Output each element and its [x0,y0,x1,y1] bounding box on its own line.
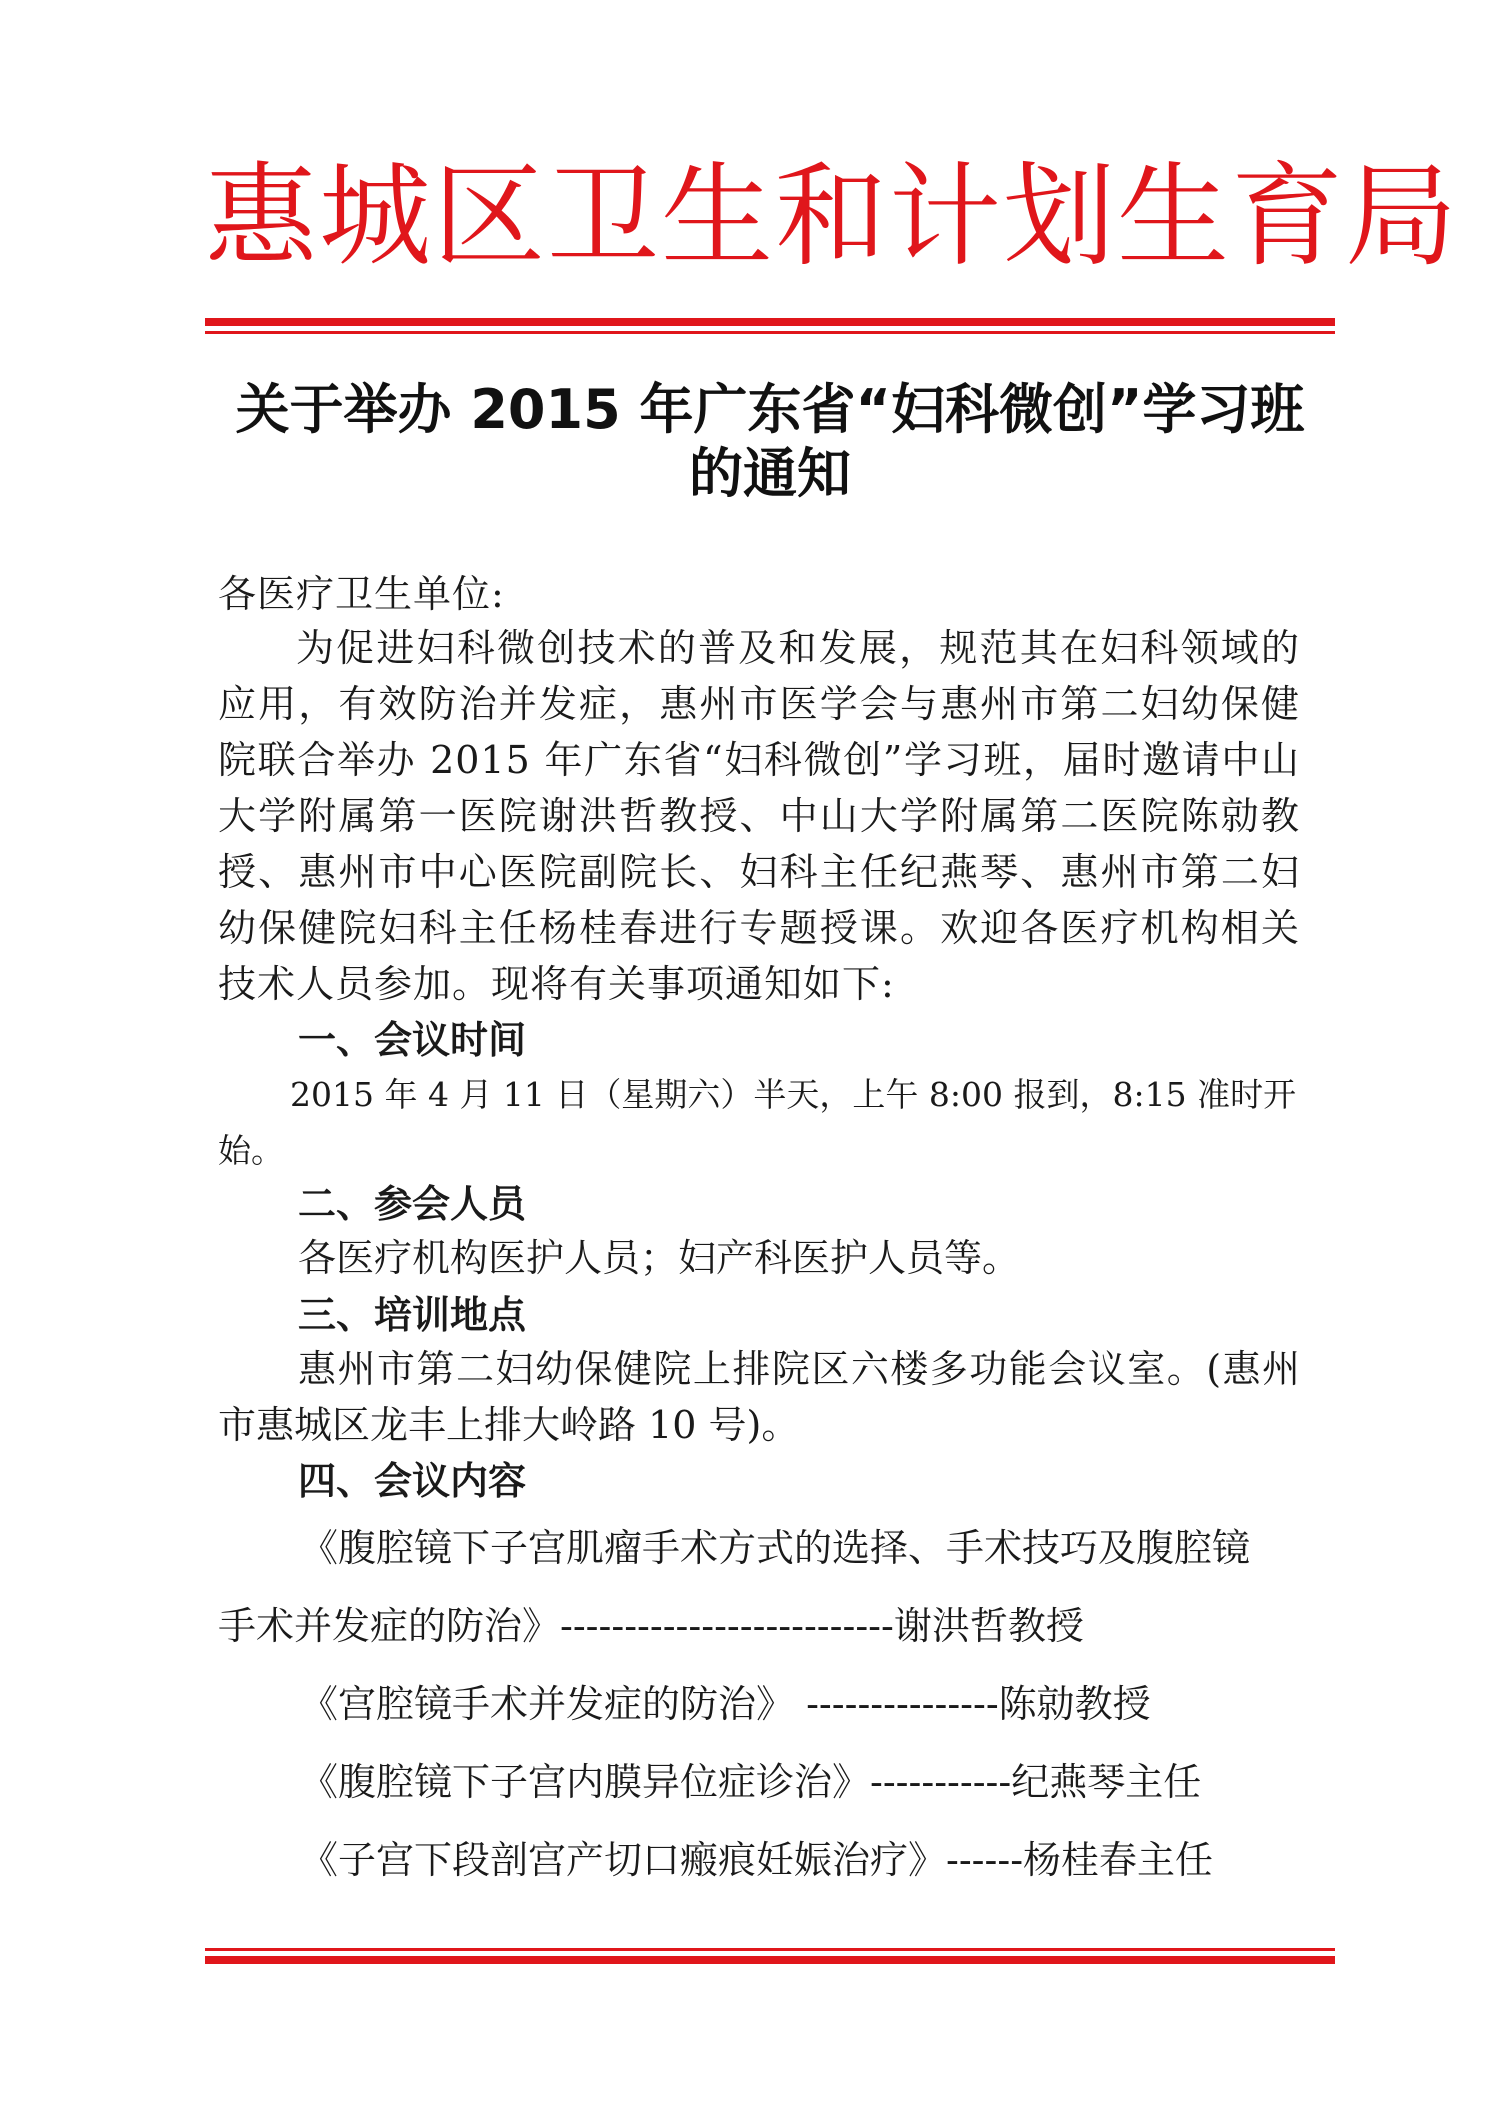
notice-title-line2: 的通知 [689,442,851,505]
attendees-heading: 二、参会人员 [298,1182,527,1226]
agenda-item-4: 《子宫下段剖宫产切口瘢痕妊娠治疗》------杨桂春主任 [300,1838,1214,1882]
notice-title [210,378,1330,506]
agenda-item-3: 《腹腔镜下子宫内膜异位症诊治》-----------纪燕琴主任 [300,1760,1202,1804]
agenda-item-1-line2: 手术并发症的防治》--------------------------谢洪哲教授 [218,1604,1084,1648]
time-heading: 一、会议时间 [298,1018,527,1062]
salutation: 各医疗卫生单位: [218,572,505,616]
agenda-item-2: 《宫腔镜手术并发症的防治》 ---------------陈勍教授 [300,1682,1151,1726]
footer-divider [205,1948,1335,1964]
attendees-text: 各医疗机构医护人员；妇产科医护人员等。 [298,1236,1021,1280]
notice-title-line1: 关于举办 2015 年广东省“妇科微创”学习班 [235,378,1305,441]
venue-text: 惠州市第二妇幼保健院上排院区六楼多功能会议室。(惠州市惠城区龙丰上排大岭路 10 号)。 [218,1347,1300,1447]
header-divider [205,318,1335,334]
content-heading: 四、会议内容 [298,1459,527,1503]
intro-paragraph: 为促进妇科微创技术的普及和发展，规范其在妇科领域的应用，有效防治并发症，惠州市医学会与惠州市第二妇幼保健院联合举办 2015 年广东省“妇科微创”学习班，届时邀请中山大学附属第一医院谢洪哲教授、中山大学附属第二医院陈勍教授、惠州市中心医院副院长、妇科主任纪燕琴、惠州市第二妇幼保健院妇科主任杨桂春进行专题授课。欢迎各医疗机构相关技术人员参加。现将有关事项通知如下: [218,626,1300,1006]
agenda-item-1-line1: 《腹腔镜下子宫肌瘤手术方式的选择、手术技巧及腹腔镜 [300,1526,1251,1570]
organization-name: 惠城区卫生和计划生育局 [205,152,1459,282]
venue-heading: 三、培训地点 [298,1293,527,1337]
time-text: 2015 年 4 月 11 日（星期六）半天，上午 8:00 报到，8:15 准时开始。 [218,1075,1297,1170]
